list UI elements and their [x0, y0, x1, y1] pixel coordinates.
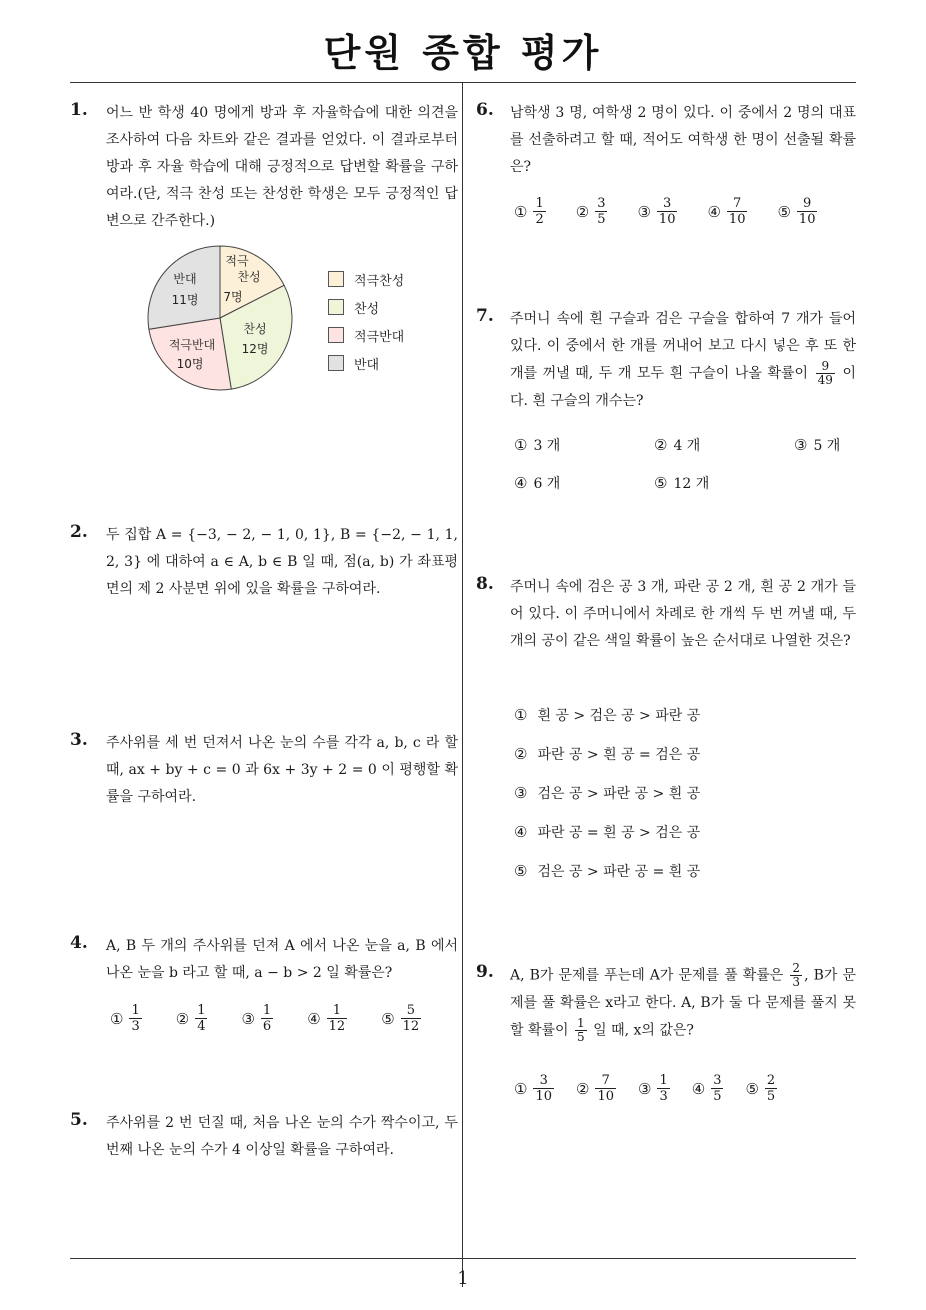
- legend-swatch: [328, 327, 344, 343]
- choice-option[interactable]: ② $\frac{7}{10}$: [576, 1073, 614, 1104]
- pie-label-strongly-agree-1: 적극: [225, 254, 249, 268]
- question-number: 4.: [70, 933, 88, 953]
- choice-option[interactable]: ① 흰 공 > 검은 공 > 파란 공: [514, 705, 701, 724]
- choice-option[interactable]: ⑤ $\frac{9}{10}$: [777, 196, 816, 227]
- choice-option[interactable]: ⑤ $\frac{5}{12}$: [381, 1003, 420, 1034]
- pie-label-strongly-agree-2: 찬성: [237, 270, 261, 284]
- question-text: A, B 두 개의 주사위를 던져 A 에서 나온 눈을 a, B 에서 나온 눈을 b 라고 할 때, a − b > 2 일 확률은?: [106, 938, 458, 981]
- question-2: [70, 522, 460, 612]
- choice-option[interactable]: ③ $\frac{1}{3}$: [638, 1073, 668, 1104]
- legend-item: 적극반대: [328, 321, 404, 349]
- question-number: 1.: [70, 100, 88, 120]
- choice-option[interactable]: ② $\frac{1}{4}$: [175, 1003, 206, 1034]
- question-text: A, B가 문제를 푸는데 A가 문제를 풀 확률은 $\frac{2}{3}$ , B가 문제를 풀 확률은 x라고 한다. A, B가 둘 다 문제를 풀지 못할 확률이 $\frac{1}{5}$ 일 때, x의 값은?: [510, 961, 856, 1044]
- question-8: [476, 574, 866, 684]
- legend-swatch: [328, 271, 344, 287]
- pie-slice-strongly-disagree: [149, 318, 231, 390]
- choice-option[interactable]: ④ 6 개: [514, 474, 561, 492]
- question-text: 주머니 속에 흰 구슬과 검은 구슬을 합하여 7 개가 들어 있다. 이 중에서 한 개를 꺼내어 보고 다시 넣은 후 또 한 개를 꺼낼 때, 두 개 모두 흰 구슬이 나올 확률이 $\frac{9}{49}$ 이다. 흰 구슬의 개수는?: [510, 311, 857, 409]
- legend-swatch: [328, 299, 344, 315]
- inline-fraction: $\frac{9}{49}$: [817, 359, 833, 387]
- question-3: [70, 730, 460, 820]
- legend-item: 적극찬성: [328, 265, 404, 293]
- question-text: 주사위를 2 번 던질 때, 처음 나온 눈의 수가 짝수이고, 두 번째 나온 눈의 수가 4 이상일 확률을 구하여라.: [106, 1115, 458, 1158]
- question-6: [476, 100, 866, 190]
- legend-swatch: [328, 355, 344, 371]
- question-text: 주머니 속에 검은 공 3 개, 파란 공 2 개, 흰 공 2 개가 들어 있다. 이 주머니에서 차례로 한 개씩 두 번 꺼낼 때, 두 개의 공이 같은 색일 확률이 높은 순서대로 나열한 것은?: [510, 579, 856, 649]
- question-number: 6.: [476, 100, 494, 120]
- question-text: 두 집합 A = {−3, − 2, − 1, 0, 1}, B = {−2, − 1, 1, 2, 3} 에 대하여 a ∈ A, b ∈ B 일 때, 점(a, b) 가 좌표평면의 제 2 사분면 위에 있을 확률을 구하여라.: [106, 527, 458, 597]
- question-text: 어느 반 학생 40 명에게 방과 후 자율학습에 대한 의견을 조사하여 다음 차트와 같은 결과를 얻었다. 이 결과로부터 방과 후 자율 학습에 대해 긍정적으로 답변할 확률을 구하여라.(단, 적극 찬성 또는 찬성한 학생은 모두 긍정적인 답변으로 간주한다.): [106, 105, 458, 229]
- pie-label-agree: 찬성: [243, 322, 267, 336]
- q8-choices: [514, 695, 700, 890]
- choice-option[interactable]: ③ 5 개: [794, 436, 841, 454]
- q9-choices: [514, 1073, 777, 1104]
- bottom-rule: [70, 1258, 856, 1259]
- choice-option[interactable]: ① $\frac{1}{2}$: [514, 196, 544, 227]
- question-number: 9.: [476, 962, 494, 982]
- pie-label-disagree: 반대: [173, 272, 197, 286]
- choice-option[interactable]: ④ $\frac{1}{12}$: [307, 1003, 346, 1034]
- legend-item: 찬성: [328, 293, 404, 321]
- choice-option[interactable]: ① 3 개: [514, 436, 561, 454]
- question-text: 남학생 3 명, 여학생 2 명이 있다. 이 중에서 2 명의 대표를 선출하려고 할 때, 적어도 여학생 한 명이 선출될 확률은?: [510, 105, 856, 175]
- choice-option[interactable]: ② 4 개: [654, 436, 701, 454]
- question-text: 주사위를 세 번 던져서 나온 눈의 수를 각각 a, b, c 라 할 때, ax + by + c = 0 과 6x + 3y + 2 = 0 이 평행할 확률을 구하여라.: [106, 735, 458, 805]
- question-number: 5.: [70, 1110, 88, 1130]
- choice-option[interactable]: ② $\frac{3}{5}$: [575, 196, 606, 227]
- choice-option[interactable]: ③ $\frac{1}{6}$: [241, 1003, 272, 1034]
- pie-label-strongly-agree-count: 7명: [223, 290, 243, 304]
- question-number: 7.: [476, 306, 494, 326]
- pie-label-disagree-count: 11명: [171, 293, 199, 307]
- pie-legend: [328, 265, 404, 377]
- choice-option[interactable]: ③ $\frac{3}{10}$: [637, 196, 676, 227]
- top-rule: [70, 82, 856, 83]
- inline-fraction: $\frac{1}{5}$: [577, 1015, 585, 1044]
- page-number: 1: [457, 1268, 469, 1289]
- opinion-pie-chart: [145, 243, 295, 393]
- choice-option[interactable]: ④ $\frac{3}{5}$: [691, 1073, 722, 1104]
- pie-slice-disagree: [148, 246, 220, 329]
- q6-choices: [514, 196, 817, 227]
- question-4: [70, 933, 460, 993]
- question-number: 3.: [70, 730, 88, 750]
- choice-option[interactable]: ③ 검은 공 > 파란 공 > 흰 공: [514, 783, 701, 802]
- question-5: [70, 1110, 460, 1170]
- pie-label-strongly-disagree: 적극반대: [168, 338, 216, 352]
- choice-option[interactable]: ⑤ 12 개: [654, 474, 710, 492]
- question-7: [476, 306, 866, 416]
- inline-fraction: $\frac{2}{3}$: [792, 961, 801, 989]
- question-number: 8.: [476, 574, 494, 594]
- choice-option[interactable]: ④ 파란 공 = 흰 공 > 검은 공: [514, 822, 701, 841]
- question-number: 2.: [70, 522, 88, 542]
- choice-option[interactable]: ① $\frac{1}{3}$: [110, 1003, 140, 1034]
- pie-label-strongly-disagree-count: 10명: [176, 357, 204, 371]
- q7-choices: [514, 426, 926, 502]
- choice-option[interactable]: ① $\frac{3}{10}$: [514, 1073, 552, 1104]
- column-divider: [462, 83, 463, 1287]
- choice-option[interactable]: ④ $\frac{7}{10}$: [707, 196, 746, 227]
- choice-option[interactable]: ⑤ 검은 공 > 파란 공 = 흰 공: [514, 861, 701, 880]
- legend-item: 반대: [328, 349, 404, 377]
- choice-option[interactable]: ⑤ $\frac{2}{5}$: [745, 1073, 776, 1104]
- q4-choices: [110, 1003, 421, 1034]
- choice-option[interactable]: ② 파란 공 > 흰 공 = 검은 공: [514, 744, 701, 763]
- question-9: [476, 962, 866, 1057]
- page-title: 단원 종합 평가: [323, 31, 603, 75]
- pie-label-agree-count: 12명: [241, 342, 269, 356]
